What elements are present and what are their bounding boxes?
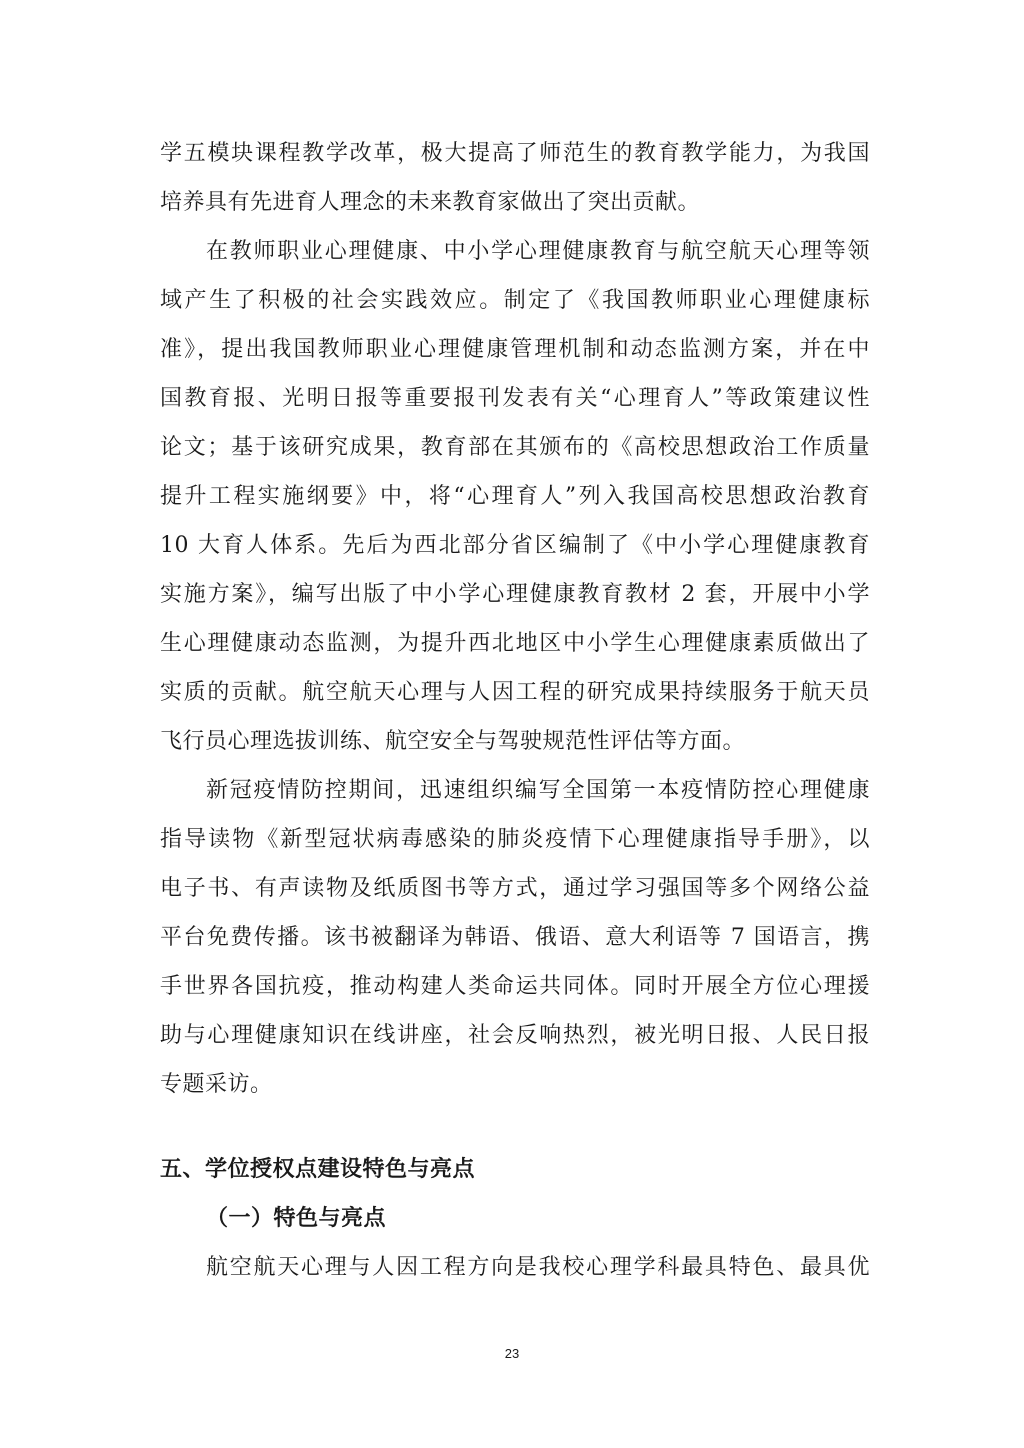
paragraph-1-line-2: 培养具有先进育人理念的未来教育家做出了突出贡献。 (160, 190, 701, 215)
section-heading: 五、学位授权点建设特色与亮点 (160, 1157, 476, 1182)
paragraph-2-line-3: 准》，提出我国教师职业心理健康管理机制和动态监测方案，并在中 (160, 337, 870, 362)
paragraph-2-line-1: 在教师职业心理健康、中小学心理健康教育与航空航天心理等领 (206, 239, 870, 264)
paragraph-1-line-1: 学五模块课程教学改革，极大提高了师范生的教育教学能力，为我国 (160, 141, 870, 166)
paragraph-2-line-5: 论文；基于该研究成果，教育部在其颁布的《高校思想政治工作质量 (160, 435, 870, 460)
paragraph-3-line-5: 手世界各国抗疫，推动构建人类命运共同体。同时开展全方位心理援 (160, 974, 870, 999)
paragraph-3-line-3: 电子书、有声读物及纸质图书等方式，通过学习强国等多个网络公益 (160, 876, 870, 901)
paragraph-3-line-4: 平台免费传播。该书被翻译为韩语、俄语、意大利语等 7 国语言，携 (160, 925, 870, 950)
paragraph-4-line-1: 航空航天心理与人因工程方向是我校心理学科最具特色、最具优 (206, 1255, 870, 1280)
subsection-heading: （一）特色与亮点 (206, 1206, 387, 1231)
paragraph-2-line-11: 飞行员心理选拔训练、航空安全与驾驶规范性评估等方面。 (160, 729, 746, 754)
paragraph-2-line-10: 实质的贡献。航空航天心理与人因工程的研究成果持续服务于航天员 (160, 680, 870, 705)
paragraph-2-line-9: 生心理健康动态监测，为提升西北地区中小学生心理健康素质做出了 (160, 631, 870, 656)
paragraph-2-line-7: 10 大育人体系。先后为西北部分省区编制了《中小学心理健康教育 (160, 533, 870, 558)
paragraph-3-line-6: 助与心理健康知识在线讲座，社会反响热烈，被光明日报、人民日报 (160, 1023, 870, 1048)
paragraph-3-line-1: 新冠疫情防控期间，迅速组织编写全国第一本疫情防控心理健康 (206, 778, 870, 803)
paragraph-2-line-6: 提升工程实施纲要》中，将“心理育人”列入我国高校思想政治教育 (160, 484, 870, 509)
paragraph-2-line-4: 国教育报、光明日报等重要报刊发表有关“心理育人”等政策建议性 (160, 386, 870, 411)
paragraph-3-line-2: 指导读物《新型冠状病毒感染的肺炎疫情下心理健康指导手册》，以 (160, 827, 870, 852)
paragraph-2-line-8: 实施方案》，编写出版了中小学心理健康教育教材 2 套，开展中小学 (160, 582, 870, 607)
page-number: 23 (504, 1346, 520, 1361)
paragraph-3-line-7: 专题采访。 (160, 1072, 273, 1097)
paragraph-2-line-2: 域产生了积极的社会实践效应。制定了《我国教师职业心理健康标 (160, 288, 870, 313)
